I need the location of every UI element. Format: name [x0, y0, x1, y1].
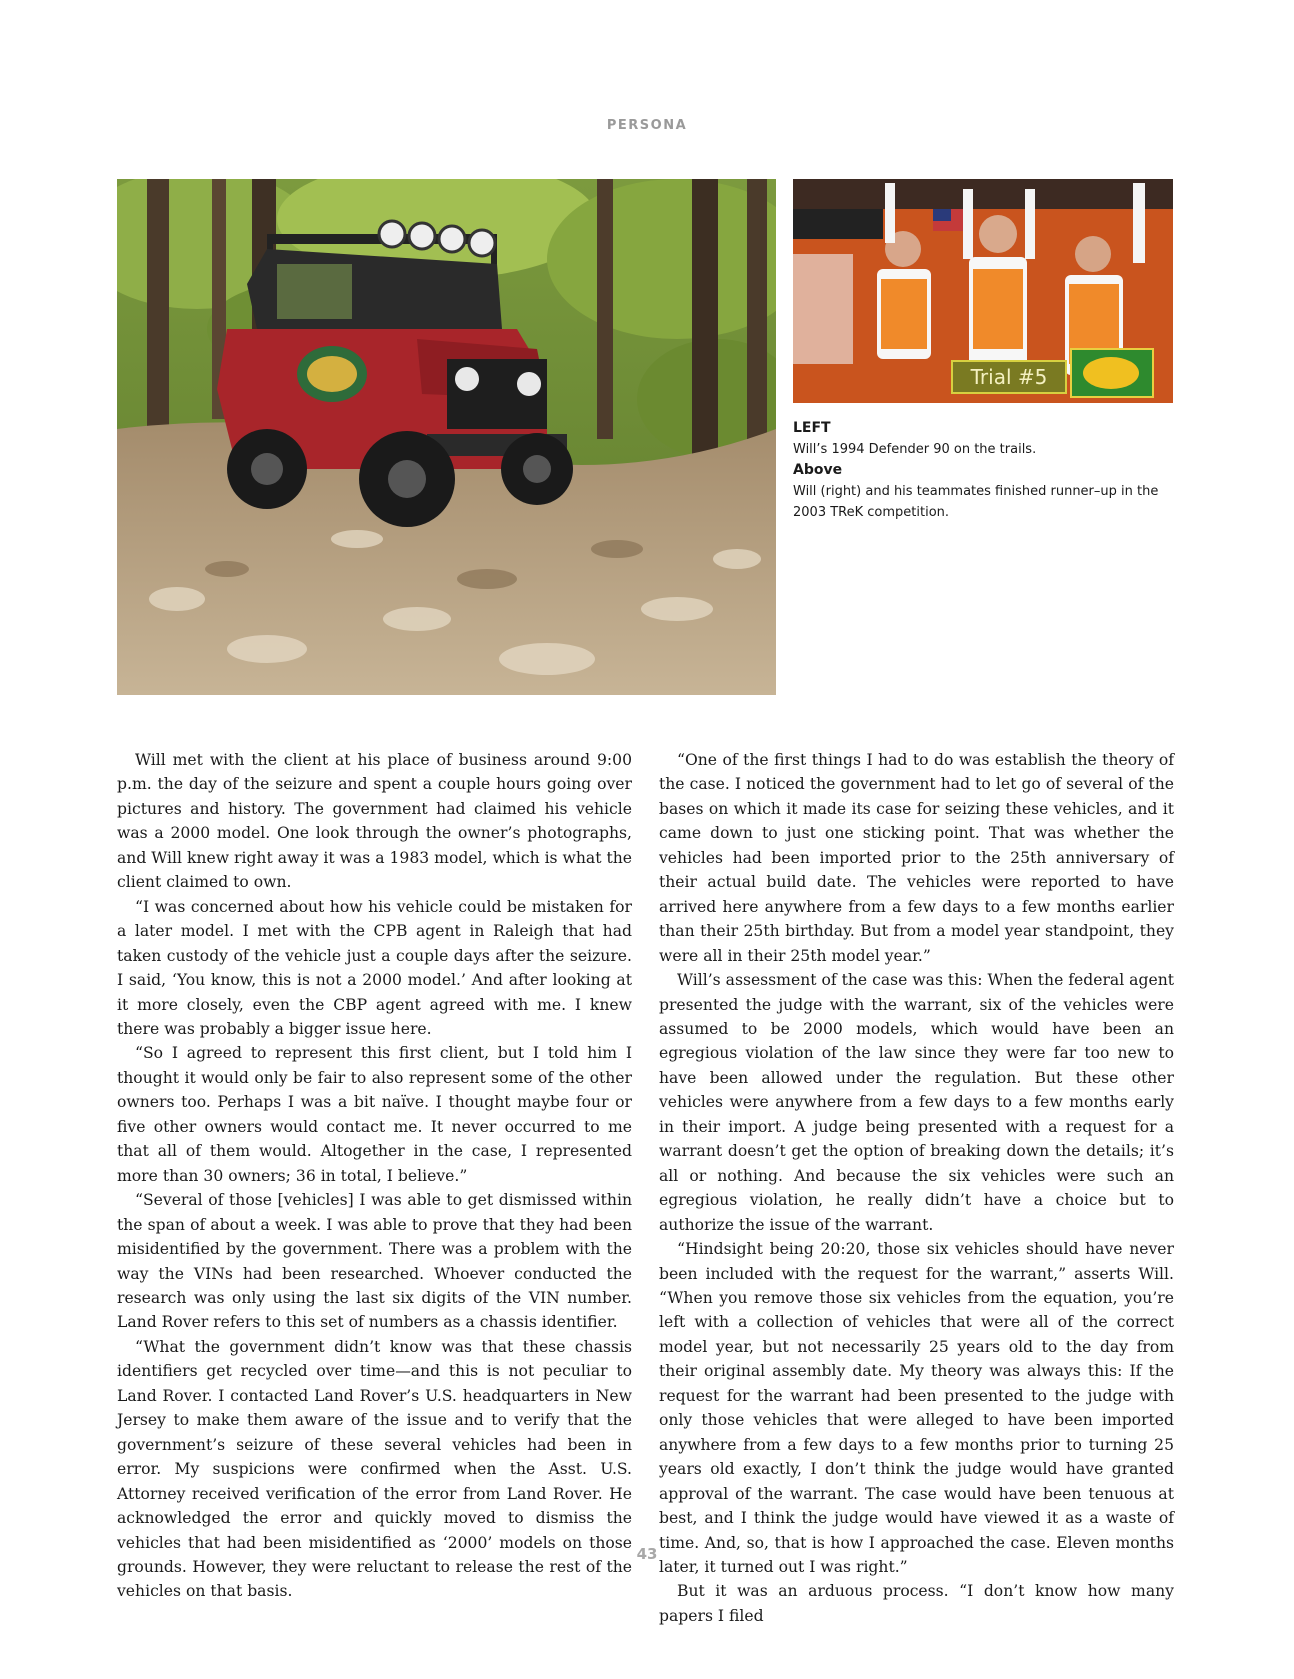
- paragraph: But it was an arduous process. “I don’t know how many papers I filed: [659, 1582, 1174, 1625]
- paragraph: “Several of those [vehicles] I was able to get dismissed within the span of about a week. I was able to prove that they had been misidentified by the government. There was a problem with the way the VINs had been researched. Whoever conducted the research was only using the last six digits of the VIN number. Land Rover refers to this set of numbers as a chassis identifier.: [117, 1191, 632, 1332]
- paragraph: “One of the first things I had to do was establish the theory of the case. I noticed the government had to let go of several of the bases on which it made its case for seizing these vehicles, and it came down to just one sticking point. That was whether the vehicles had been imported prior to the 25th anniversary of their actual build date. The vehicles were reported to have arrived here anywhere from a few days to a few months earlier than their 25th birthday. But from a model year standpoint, they were all in their 25th model year.”: [659, 751, 1174, 965]
- caption-text: Will (right) and his teammates finished runner–up in the 2003 TReK competition.: [793, 484, 1159, 520]
- paragraph: “I was concerned about how his vehicle could be mistaken for a later model. I met with the CPB agent in Raleigh that had taken custody of the vehicle just a couple days after the seizure. I said, ‘You know, this is not a 2000 model.’ And after looking at it more closely, even the CBP agent agreed with me. I knew there was probably a bigger issue here.: [117, 897, 632, 1038]
- photo-captions: [793, 418, 1173, 523]
- main-photo: [117, 179, 776, 695]
- paragraph: “So I agreed to represent this first client, but I told him I thought it would only be fair to also represent some of the other owners too. Perhaps I was a bit naïve. I thought maybe four or five other owners would contact me. It never occurred to me that all of them would. Altogether in the case, I represented more than 30 owners; 36 in total, I believe.”: [117, 1044, 632, 1185]
- paragraph: Will met with the client at his place of business around 9:00 p.m. the day of the seizure and spent a couple hours going over pictures and history. The government had claimed his vehicle was a 2000 model. One look through the owner’s photographs, and Will knew right away it was a 1983 model, which is what the client claimed to own.: [117, 751, 632, 892]
- page-number: 43: [636, 1545, 658, 1563]
- trial-banner: Trial #5: [951, 360, 1067, 394]
- article-left-column: [117, 748, 632, 1604]
- paragraph: “What the government didn’t know was that these chassis identifiers get recycled over time—and this is not peculiar to Land Rover. I contacted Land Rover’s U.S. headquarters in New Jersey to make them aware of the issue and to verify that the government’s seizure of these several vehicles had been in error. My suspicions were confirmed when the Asst. U.S. Attorney received verification of the error from Land Rover. He acknowledged the error and quickly moved to dismiss the vehicles that had been misidentified as ‘2000’ models on those grounds. However, they were reluctant to release the rest of the vehicles on that basis.: [117, 1337, 632, 1601]
- caption-heading: LEFT: [793, 420, 831, 436]
- caption-text: Will’s 1994 Defender 90 on the trails.: [793, 442, 1037, 457]
- paragraph: “Hindsight being 20:20, those six vehicles should have never been included with the request for the warrant,” asserts Will. “When you remove those six vehicles from the equation, you’re left with a collection of vehicles that were all of the correct model year, but not necessarily 25 years old to the day from their original assembly date. My theory was always this: If the request for the warrant had been presented to the judge with only those vehicles that were alleged to have been imported anywhere from a few days to a few months prior to turning 25 years old exactly, I don’t think the judge would have granted approval of the warrant. The case would have been tenuous at best, and I think the judge would have viewed it as a waste of time. And, so, that is how I approached the case. Eleven months later, it turned out I was right.”: [659, 1240, 1174, 1576]
- section-label: PERSONA: [606, 118, 688, 133]
- article-right-column: [659, 748, 1174, 1628]
- inset-photo: [793, 179, 1173, 403]
- paragraph: Will’s assessment of the case was this: When the federal agent presented the judge with the warrant, six of the vehicles were assumed to be 2000 models, which would have been an egregious violation of the law since they were far too new to have been allowed under the regulation. But these other vehicles were anywhere from a few days to a few months early in their import. A judge being presented with a request for a warrant doesn’t get the option of breaking down the details; it’s all or nothing. And because the six vehicles were such an egregious violation, he really didn’t have a choice but to authorize the issue of the warrant.: [659, 971, 1174, 1234]
- caption-heading: Above: [793, 462, 843, 478]
